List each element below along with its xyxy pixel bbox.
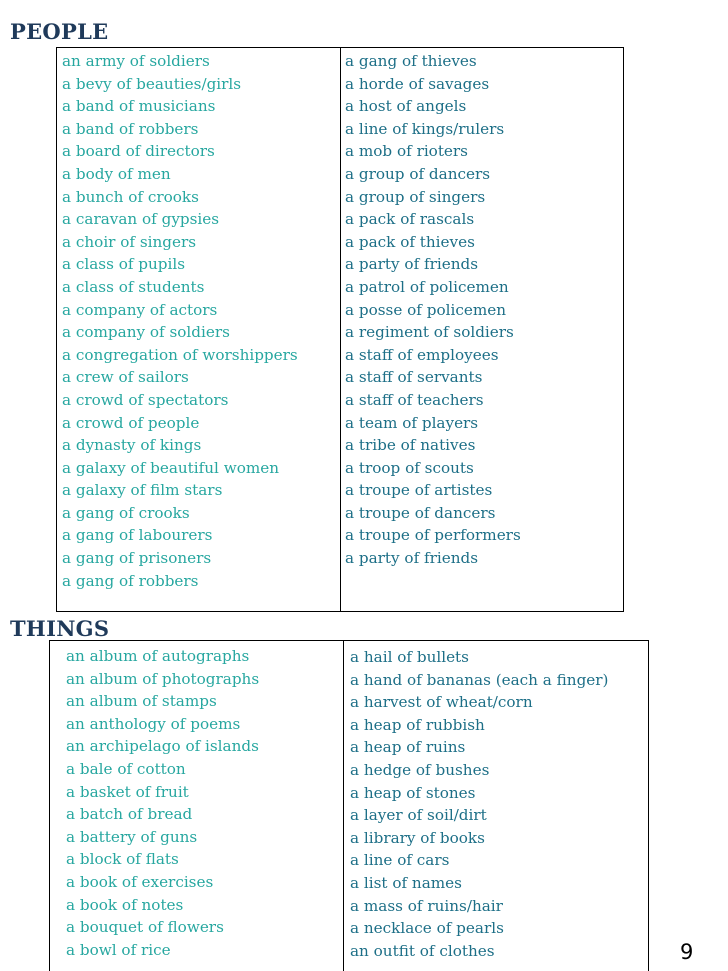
collective-noun-entry: a group of singers [345, 187, 486, 206]
collective-noun-entry: an album of autographs [66, 647, 250, 665]
things-right-column [350, 646, 608, 971]
collective-noun-entry: a hand of bananas (each a finger) [350, 670, 609, 689]
people-right-list [345, 50, 521, 570]
collective-noun-entry: a patrol of policemen [345, 277, 509, 296]
collective-noun-entry: a book of exercises [66, 872, 214, 891]
collective-noun-entry: a regiment of soldiers [345, 323, 514, 342]
people-right-column [345, 50, 521, 611]
collective-noun-entry: an album of photographs [66, 669, 260, 688]
collective-noun-entry: a party of friends [345, 255, 479, 274]
collective-noun-entry: a tribe of natives [345, 436, 476, 455]
people-table [56, 47, 624, 612]
collective-noun-entry: a troupe of artistes [345, 481, 493, 500]
column-divider [340, 48, 341, 611]
collective-noun-entry: a pack of rascals [345, 210, 475, 229]
collective-noun-entry: a hedge of bushes [350, 760, 490, 779]
collective-noun-entry: a staff of servants [345, 368, 483, 387]
collective-noun-entry: an anthology of poems [66, 714, 241, 733]
collective-noun-entry: a gang of robbers [62, 571, 199, 590]
things-right-list [350, 646, 608, 962]
collective-noun-entry: a gang of labourers [62, 526, 213, 545]
collective-noun-entry: a staff of teachers [345, 390, 484, 409]
collective-noun-entry: an album of stamps [66, 692, 217, 711]
collective-noun-entry: a body of men [62, 164, 171, 183]
collective-noun-entry: a layer of soil/dirt [350, 806, 487, 825]
collective-noun-entry: a heap of stones [350, 783, 476, 802]
collective-noun-entry: a galaxy of beautiful women [62, 458, 280, 477]
collective-noun-entry: a line of cars [350, 851, 450, 870]
collective-noun-entry: a basket of fruit [66, 782, 189, 801]
page-number: 9 [680, 940, 694, 964]
collective-noun-entry: a necklace of pearls [350, 919, 504, 938]
collective-noun-entry: a heap of rubbish [350, 715, 485, 734]
collective-noun-entry: a block of flats [66, 850, 179, 869]
things-table [49, 640, 649, 971]
collective-noun-entry: a hail of bullets [350, 648, 469, 666]
collective-noun-entry: a dynasty of kings [62, 436, 202, 455]
collective-noun-entry: a list of names [350, 873, 462, 892]
things-heading: THINGS [10, 616, 110, 641]
collective-noun-entry: a troupe of performers [345, 526, 521, 545]
collective-noun-entry: a library of books [350, 828, 485, 847]
collective-noun-entry: a line of kings/rulers [345, 119, 505, 138]
collective-noun-entry: a book of notes [66, 895, 184, 914]
collective-noun-entry: a caravan of gypsies [62, 210, 220, 229]
collective-noun-entry: a class of students [62, 277, 205, 296]
collective-noun-entry: a choir of singers [62, 232, 197, 251]
collective-noun-entry: a mob of rioters [345, 142, 468, 161]
collective-noun-entry: a troop of scouts [345, 458, 474, 477]
collective-noun-entry: a galaxy of film stars [62, 481, 223, 500]
collective-noun-entry: a host of angels [345, 97, 467, 116]
collective-noun-entry: an archipelago of islands [66, 737, 259, 756]
collective-noun-entry: a team of players [345, 413, 479, 432]
people-heading: PEOPLE [10, 19, 109, 44]
people-left-list [62, 50, 298, 592]
column-divider [343, 641, 344, 971]
collective-noun-entry: a pack of thieves [345, 232, 475, 251]
collective-noun-entry: an army of soldiers [62, 52, 210, 70]
collective-noun-entry: a group of dancers [345, 164, 491, 183]
collective-noun-entry: a bale of cotton [66, 759, 186, 778]
collective-noun-entry: a class of pupils [62, 255, 186, 274]
collective-noun-entry: a band of robbers [62, 119, 199, 138]
collective-noun-entry: a gang of crooks [62, 503, 190, 522]
collective-noun-entry: a troupe of dancers [345, 503, 496, 522]
collective-noun-entry: a bunch of crooks [62, 187, 199, 206]
collective-noun-entry: a harvest of wheat/corn [350, 693, 533, 712]
collective-noun-entry: a horde of savages [345, 74, 490, 93]
collective-noun-entry: a batch of bread [66, 805, 193, 824]
collective-noun-entry: a bowl of rice [66, 940, 171, 959]
collective-noun-entry: a bevy of beauties/girls [62, 74, 242, 93]
collective-noun-entry: a company of soldiers [62, 323, 230, 342]
collective-noun-entry: a posse of policemen [345, 300, 506, 319]
collective-noun-entry: a heap of ruins [350, 738, 466, 757]
collective-noun-entry: a gang of thieves [345, 52, 477, 70]
collective-noun-entry: a crowd of spectators [62, 390, 229, 409]
things-left-column [66, 645, 259, 971]
collective-noun-entry: a company of actors [62, 300, 218, 319]
collective-noun-entry: a congregation of worshippers [62, 345, 298, 364]
people-left-column [62, 50, 298, 611]
collective-noun-entry: a bouquet of flowers [66, 918, 224, 937]
collective-noun-entry: a band of musicians [62, 97, 216, 116]
collective-noun-entry: a board of directors [62, 142, 215, 161]
collective-noun-entry: a crowd of people [62, 413, 200, 432]
collective-noun-entry: a crew of sailors [62, 368, 189, 387]
collective-noun-entry: a mass of ruins/hair [350, 896, 503, 915]
collective-noun-entry: a staff of employees [345, 345, 499, 364]
things-left-list [66, 645, 259, 961]
collective-noun-entry: a battery of guns [66, 827, 198, 846]
collective-noun-entry: a party of friends [345, 549, 479, 568]
collective-noun-entry: an outfit of clothes [350, 941, 495, 960]
collective-noun-entry: a gang of prisoners [62, 549, 212, 568]
